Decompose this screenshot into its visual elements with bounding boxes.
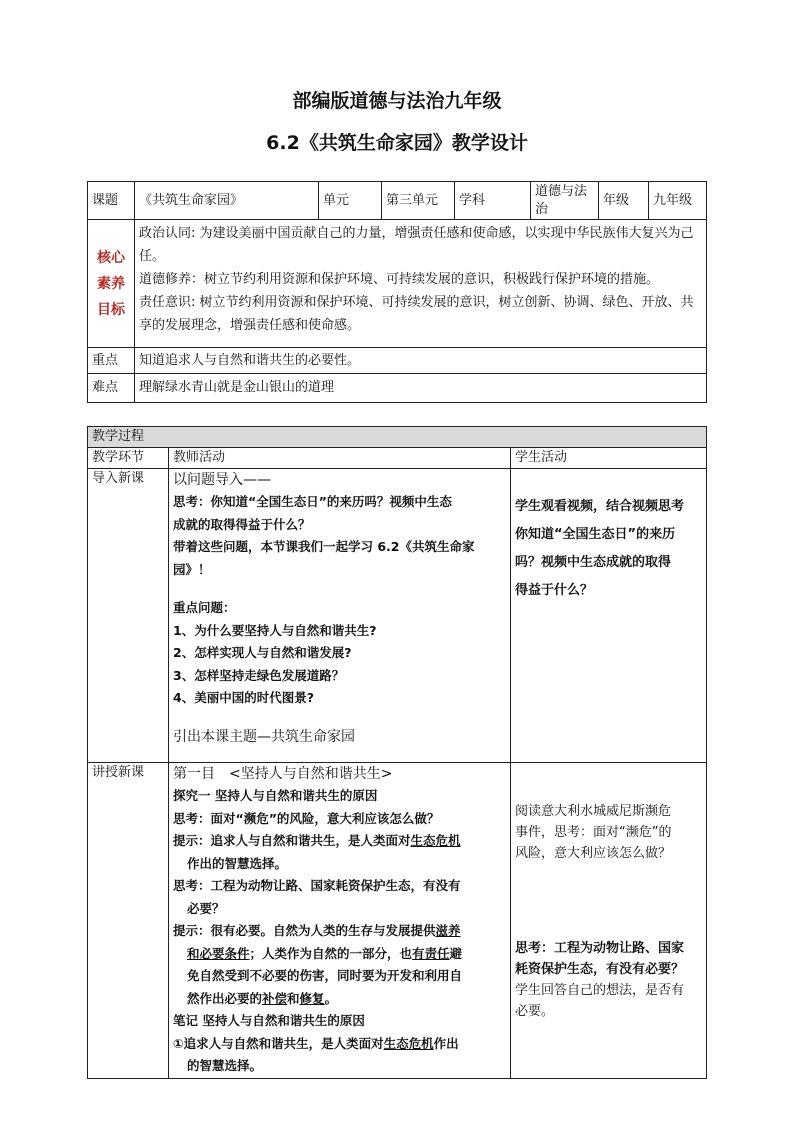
difficulty-label: 难点 [88, 374, 135, 403]
intro-line: 园》！ [173, 561, 211, 577]
student-new-line: 阅读意大利水城威尼斯濒危 [515, 804, 672, 819]
teaching-process-table [87, 426, 707, 1079]
note-1-cont: 的智慧选择。 [187, 1058, 263, 1073]
goal-moral: 道德修养：树立节约利用资源和保护环境、可持续发展的意识，积极践行保护环境的措施。 [139, 272, 660, 287]
goal-political: 政治认同: 为建设美丽中国贡献自己的力量，增强责任感和使命感，以实现中华民族伟大复兴为己任。 [139, 226, 694, 264]
process-section-label: 教学过程 [88, 427, 707, 448]
document-subtitle: 6.2《共筑生命家园》教学设计 [266, 132, 528, 154]
student-intro-line: 得益于什么？ [515, 583, 594, 598]
difficulty-value: 理解绿水青山就是金山银山的道理 [135, 374, 707, 403]
hint-2-cont: 和必要条件；人类作为自然的一部分，也有责任避 [187, 945, 463, 961]
student-intro-line: 吗？视频中生态成就的取得 [515, 555, 672, 570]
intro-line: 3、怎样坚持走绿色发展道路？ [173, 667, 345, 683]
student-new-line: 学生回答自己的想法，是否有 [515, 983, 685, 998]
student-new-line: 风险，意大利应该怎么做？ [515, 846, 672, 861]
lesson-info-table [87, 181, 707, 403]
student-intro-line: 你知道“全国生态日”的来历 [515, 527, 676, 542]
intro-line: 成就的取得得益于什么？ [173, 516, 311, 532]
col-teacher-header: 教师活动 [169, 448, 511, 469]
new-heading: 第一目 <坚持人与自然和谐共生> [173, 766, 393, 782]
note-title: 笔记 坚持人与自然和谐共生的原因 [173, 1013, 365, 1028]
step-intro: 导入新课 [88, 469, 169, 763]
unit-label: 单元 [319, 182, 382, 220]
subject-label: 学科 [455, 182, 531, 220]
hint-2-cont: 然作出必要的补偿和修复。 [187, 990, 338, 1006]
question-2: 思考：工程为动物让路、国家耗资保护生态，有没有 [173, 878, 461, 893]
teacher-new [169, 763, 511, 1079]
key-point-label: 重点 [88, 348, 135, 374]
intro-line: 2、怎样实现人与自然和谐发展? [173, 645, 352, 660]
goals-label-line: 核心 [97, 249, 125, 266]
subject-value: 道德与法治 [531, 182, 599, 220]
intro-line: 引出本课主题—共筑生命家园 [173, 728, 355, 745]
lesson-label: 课题 [88, 182, 135, 220]
student-new-line: 思考：工程为动物让路、国家 [515, 941, 685, 956]
hint-1: 提示：追求人与自然和谐共生，是人类面对生态危机 [173, 833, 461, 848]
unit-value: 第三单元 [382, 182, 455, 220]
student-intro-line: 学生观看视频，结合视频思考 [515, 499, 685, 514]
question-1: 思考：面对“濒危”的风险，意大利应该怎么做？ [173, 810, 440, 826]
explore-title: 探究一 坚持人与自然和谐共生的原因 [173, 788, 378, 803]
intro-line: 带着这些问题，本节课我们一起学习 6.2《共筑生命家 [173, 539, 475, 554]
grade-label: 年级 [599, 182, 649, 220]
hint-1-cont: 作出的智慧选择。 [187, 855, 288, 871]
hint-2: 提示：很有必要。自然为人类的生存与发展提供滋养 [173, 923, 461, 938]
intro-line: 以问题导入—— [173, 472, 271, 488]
question-2-cont: 必要？ [187, 900, 225, 916]
col-student-header: 学生活动 [511, 448, 707, 469]
document-title: 部编版道德与法治九年级 [292, 90, 502, 112]
goals-label-line: 素养 [97, 275, 125, 292]
student-new [511, 763, 707, 1079]
goal-responsibility: 责任意识: 树立节约利用资源和保护环境、可持续发展的意识，树立创新、协调、绿色、开放、共享的发展理念，增强责任感和使命感。 [139, 295, 694, 333]
core-goals-text [135, 220, 707, 348]
lesson-value: 《共筑生命家园》 [135, 182, 319, 220]
student-new-line: 耗资保护生态，有没有必要？ [515, 962, 685, 977]
step-new: 讲授新课 [88, 763, 169, 1079]
student-new-line: 必要。 [515, 1004, 555, 1019]
note-1: ①追求人与自然和谐共生，是人类面对生态危机作出 [173, 1035, 459, 1051]
core-goals-label [88, 220, 135, 348]
intro-line: 1、为什么要坚持人与自然和谐共生? [173, 622, 377, 638]
intro-line: 重点问题： [173, 600, 236, 615]
student-new-line: 事件，思考：面对“濒危”的 [515, 825, 672, 840]
col-step-header: 教学环节 [88, 448, 169, 469]
grade-value: 九年级 [649, 182, 707, 220]
teacher-intro [169, 469, 511, 763]
student-intro [511, 469, 707, 763]
key-point-value: 知道追求人与自然和谐共生的必要性。 [135, 348, 707, 374]
intro-line: 4、美丽中国的时代图景? [173, 690, 314, 705]
goals-label-line: 目标 [97, 301, 125, 318]
hint-2-cont: 免自然受到不必要的伤害，同时要为开发和利用自 [187, 968, 463, 983]
intro-line: 思考：你知道“全国生态日”的来历吗？视频中生态 [173, 494, 452, 509]
